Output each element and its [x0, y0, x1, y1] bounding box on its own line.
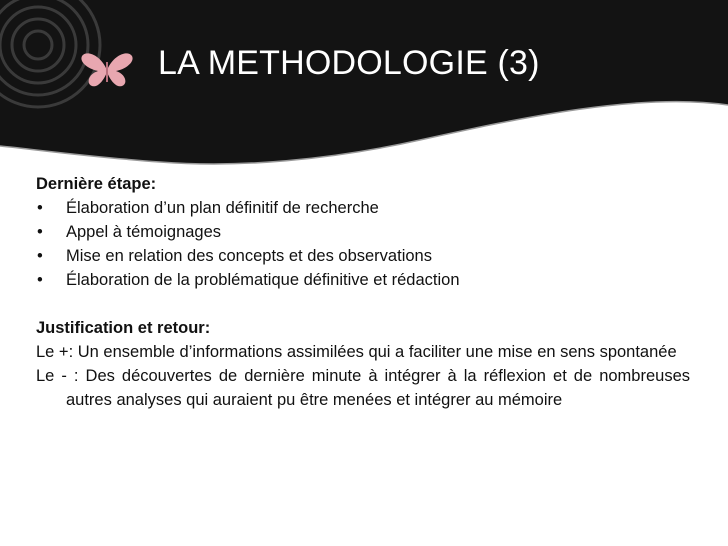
- bullet-icon: •: [37, 223, 43, 241]
- slide-title: LA METHODOLOGIE (3): [158, 44, 540, 82]
- steps-list: [36, 196, 690, 292]
- paragraph-minus: Le - : Des découvertes de dernière minute à intégrer à la réflexion et de nombreuses autres analyses qui auraient pu être menées et intégrer au mémoire: [36, 367, 690, 409]
- list-item-text: Appel à témoignages: [66, 223, 222, 241]
- butterfly-icon: [80, 50, 134, 90]
- bullet-icon: •: [37, 247, 43, 265]
- list-item-text: Mise en relation des concepts et des observations: [66, 247, 432, 265]
- section-heading-derniere-etape: Dernière étape:: [36, 175, 157, 193]
- list-item: [36, 220, 690, 244]
- list-item-text: Élaboration d’un plan définitif de recherche: [66, 199, 379, 217]
- list-item-text: Élaboration de la problématique définitive et rédaction: [66, 271, 460, 289]
- bullet-icon: •: [37, 199, 43, 217]
- paragraph-plus: Le +: Un ensemble d’informations assimilées qui a faciliter une mise en sens spontanée: [36, 343, 677, 361]
- section-heading-justification: Justification et retour:: [36, 319, 211, 337]
- bullet-icon: •: [37, 271, 43, 289]
- slide-content: [36, 172, 690, 412]
- list-item: [36, 244, 690, 268]
- spacer: [36, 292, 690, 316]
- list-item: [36, 268, 690, 292]
- list-item: [36, 196, 690, 220]
